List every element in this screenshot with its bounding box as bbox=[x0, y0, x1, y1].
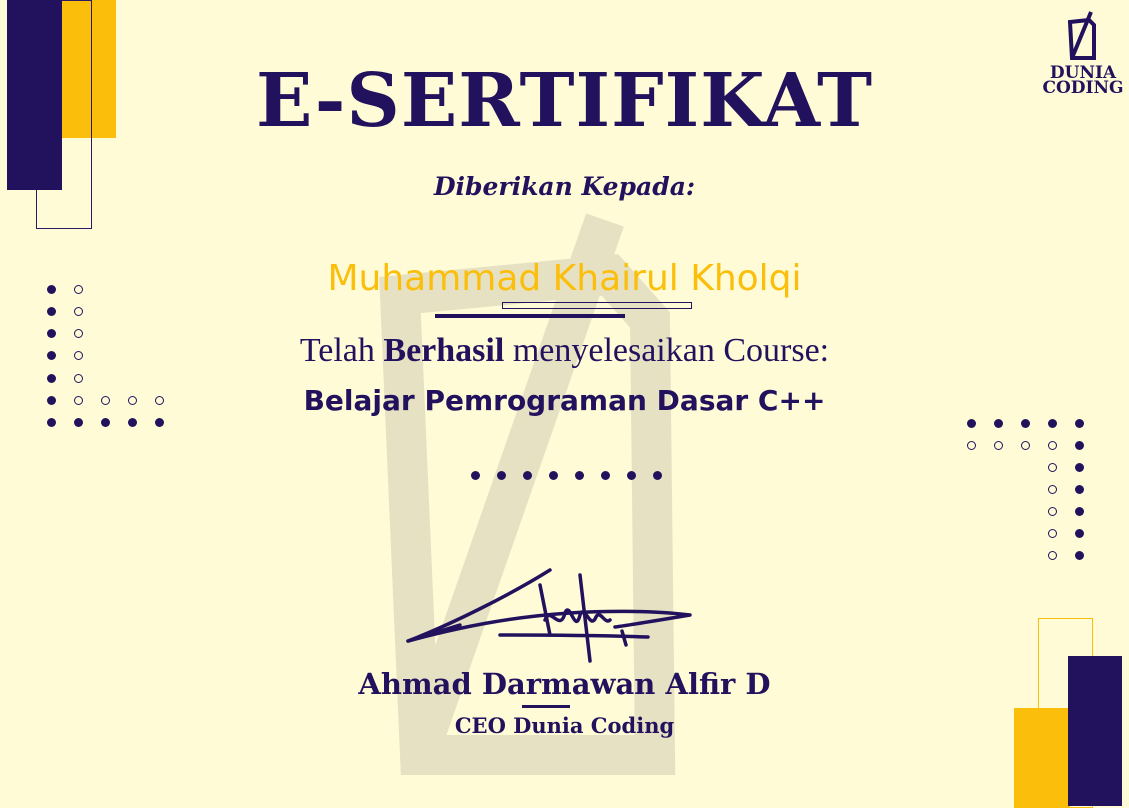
logo-mark-icon bbox=[1065, 10, 1101, 62]
statement-prefix: Telah bbox=[299, 332, 375, 369]
recipient-name: Muhammad Khairul Kholqi bbox=[327, 258, 802, 299]
signer-underline bbox=[522, 705, 570, 708]
certificate-title: E-SERTIFIKAT bbox=[255, 58, 874, 144]
statement-suffix: menyelesaikan Course: bbox=[512, 332, 830, 369]
course-name: Belajar Pemrograman Dasar C++ bbox=[303, 384, 826, 417]
signer-name: Ahmad Darmawan Alfir D bbox=[358, 667, 771, 701]
signer-title: CEO Dunia Coding bbox=[454, 713, 675, 738]
logo-text-line1: DUNIA bbox=[1049, 63, 1117, 83]
logo-text-line2: CODING bbox=[1042, 78, 1124, 98]
signature-icon bbox=[400, 565, 710, 675]
recipient-underline bbox=[435, 314, 625, 318]
completion-statement bbox=[0, 332, 1129, 370]
given-to-label: Diberikan Kepada: bbox=[433, 172, 696, 201]
statement-bold: Berhasil bbox=[383, 332, 505, 369]
recipient-underline-outline bbox=[502, 302, 692, 309]
